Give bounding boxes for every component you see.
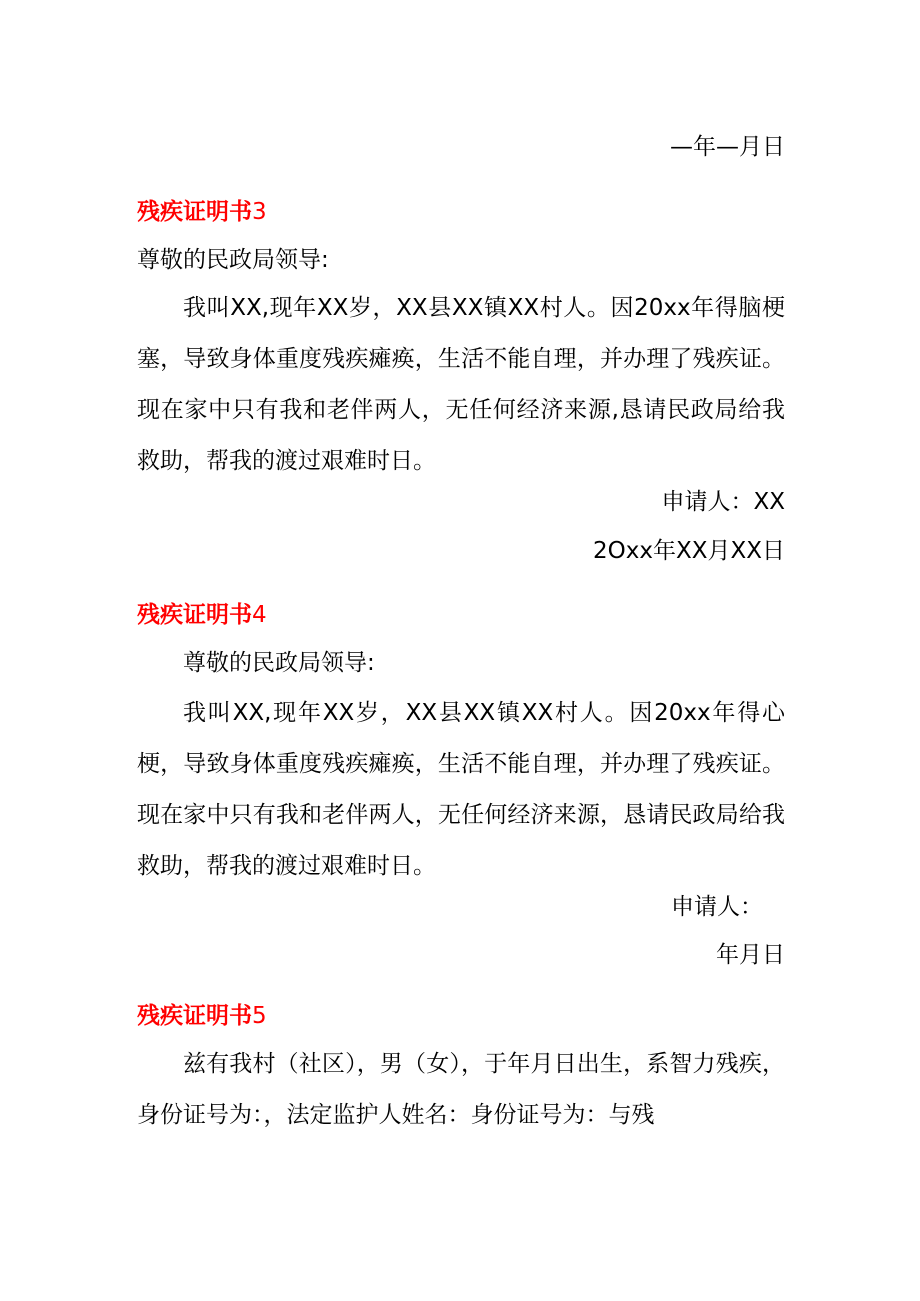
section-3-heading-number: 3	[252, 199, 267, 225]
section-3-body: 我叫XX,现年XX岁，XX县XX镇XX村人。因20xx年得脑梗塞，导致身体重度残疾瘫痪，生活不能自理，并办理了残疾证。现在家中只有我和老伴两人，无任何经济来源,恳请民政局给我救助，帮我的渡过艰难时日。	[137, 295, 785, 474]
section-4-heading	[137, 600, 785, 630]
section-4-heading-number: 4	[252, 602, 267, 628]
top-date: —年—月日	[670, 134, 785, 160]
section-5-heading-number: 5	[252, 1003, 267, 1029]
section-4-salutation: 尊敬的民政局领导:	[183, 650, 375, 676]
section-4-date: 年月日	[716, 942, 785, 968]
section-5-heading-text: 残疾证明书	[137, 1003, 252, 1029]
section-4-heading-text: 残疾证明书	[137, 602, 252, 628]
section-3-salutation: 尊敬的民政局领导:	[137, 247, 329, 273]
section-4-applicant: 申请人：	[671, 894, 763, 920]
section-5-heading	[137, 1001, 785, 1031]
section-5-body: 兹有我村（社区），男（女），于年月日出生，系智力残疾，身份证号为：，法定监护人姓名：身份证号为：与残	[137, 1051, 785, 1128]
section-3-heading	[137, 197, 785, 227]
section-4-body: 我叫XX,现年XX岁，XX县XX镇XX村人。因20xx年得心梗，导致身体重度残疾瘫痪，生活不能自理，并办理了残疾证。现在家中只有我和老伴两人，无任何经济来源，恳请民政局给我救助，帮我的渡过艰难时日。	[137, 700, 785, 879]
section-3-applicant: 申请人：XX	[661, 489, 785, 515]
section-3-heading-text: 残疾证明书	[137, 199, 252, 225]
section-3-date: 2Oxx年XX月XX日	[593, 538, 785, 564]
